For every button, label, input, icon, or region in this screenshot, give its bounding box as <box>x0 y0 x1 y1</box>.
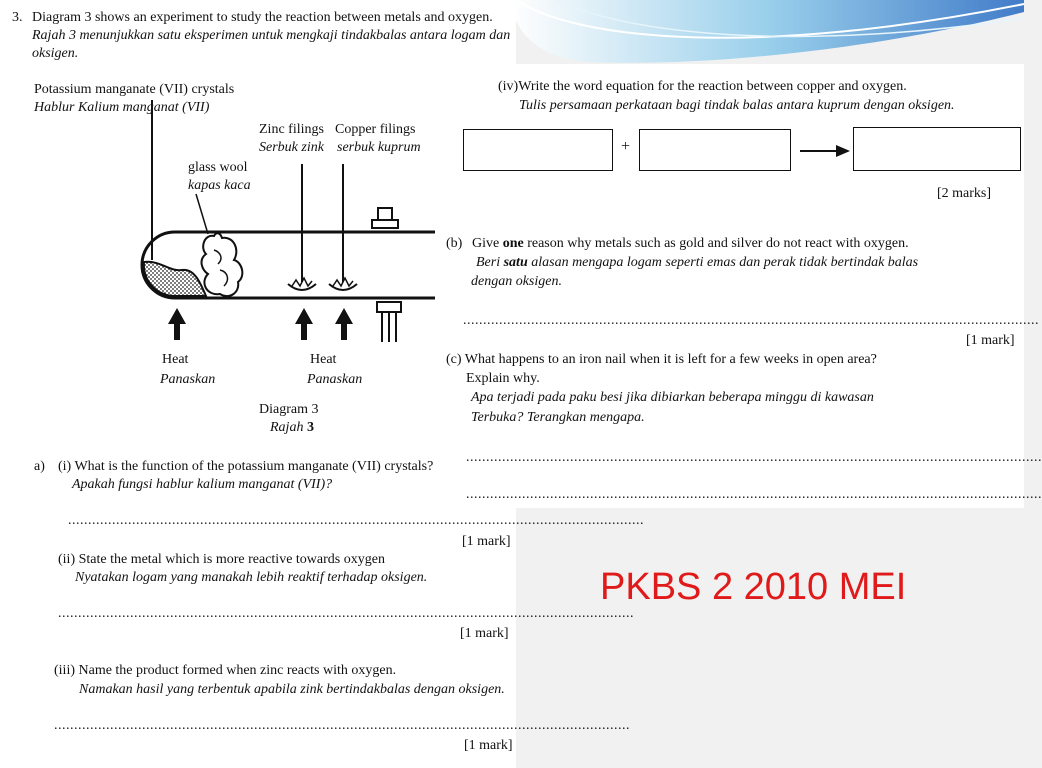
question-intro-ms-2: oksigen. <box>32 46 79 61</box>
diagram-caption-en: Diagram 3 <box>259 402 319 417</box>
heat-arrow-icon <box>335 308 353 340</box>
question-intro-ms: Rajah 3 menunjukkan satu eksperimen untuk mengkaji tindakbalas antara logam dan <box>32 28 511 43</box>
equation-box-reactant-2[interactable] <box>639 129 791 171</box>
heat-arrow-icon <box>168 308 186 340</box>
part-iv-question-en: (iv)Write the word equation for the reaction between copper and oxygen. <box>498 79 907 94</box>
answer-line-a3[interactable]: ................................................................................................................................................ <box>54 718 630 733</box>
part-c-question-en-2: Explain why. <box>466 371 540 386</box>
part-c-question-ms-2: Terbuka? Terangkan mengapa. <box>471 410 645 425</box>
decorative-swoosh <box>516 0 1024 70</box>
part-a-q1-marks: [1 mark] <box>462 534 511 549</box>
label-heat-1-ms: Panaskan <box>160 372 216 387</box>
arrow-right-icon <box>800 143 850 159</box>
question-intro-en: Diagram 3 shows an experiment to study the reaction between metals and oxygen. <box>32 10 493 25</box>
slide-title: PKBS 2 2010 MEI <box>600 566 907 608</box>
part-a-label: a) <box>34 459 45 474</box>
apparatus-diagram <box>130 110 450 350</box>
part-a-q3-en: (iii) Name the product formed when zinc reacts with oxygen. <box>54 663 397 678</box>
label-kmno4-en: Potassium manganate (VII) crystals <box>34 82 235 97</box>
equation-box-product[interactable] <box>853 127 1021 171</box>
label-heat-1-en: Heat <box>162 352 189 367</box>
plus-sign: + <box>621 138 631 155</box>
label-zinc-ms: Serbuk zink <box>259 140 324 155</box>
label-copper-en: Copper filings <box>335 122 416 137</box>
part-b-question-ms-2: dengan oksigen. <box>471 274 562 289</box>
label-zinc-en: Zinc filings <box>259 122 324 137</box>
part-c-question-en: (c) What happens to an iron nail when it is left for a few weeks in open area? <box>446 352 877 367</box>
label-glass-wool-en: glass wool <box>188 160 248 175</box>
part-iv-marks: [2 marks] <box>937 186 992 201</box>
label-copper-ms: serbuk kuprum <box>337 140 421 155</box>
part-b-question-en: Give one reason why metals such as gold and silver do not react with oxygen. <box>472 236 909 251</box>
part-b-question-ms: Beri satu alasan mengapa logam seperti emas dan perak tidak bertindak balas <box>476 255 919 270</box>
part-iv-question-ms: Tulis persamaan perkataan bagi tindak balas antara kuprum dengan oksigen. <box>519 98 955 113</box>
part-a-q2-marks: [1 mark] <box>460 626 509 641</box>
part-b-label: (b) <box>446 236 463 251</box>
label-heat-2-ms: Panaskan <box>307 372 363 387</box>
answer-line-a2[interactable]: ................................................................................................................................................ <box>58 606 634 621</box>
answer-line-a1[interactable]: ................................................................................................................................................ <box>68 513 644 528</box>
part-a-q2-en: (ii) State the metal which is more reactive towards oxygen <box>58 552 385 567</box>
part-a-q3-ms: Namakan hasil yang terbentuk apabila zink bertindakbalas dengan oksigen. <box>79 682 505 697</box>
heat-arrow-icon <box>295 308 313 340</box>
answer-line-c2[interactable]: ................................................................................................................................................ <box>466 487 1042 502</box>
part-c-question-ms: Apa terjadi pada paku besi jika dibiarkan beberapa minggu di kawasan <box>471 390 874 405</box>
diagram-caption-ms: Rajah 3 <box>270 420 314 435</box>
part-a-q1-en: (i) What is the function of the potassium manganate (VII) crystals? <box>58 459 434 474</box>
part-a-q1-ms: Apakah fungsi hablur kalium manganat (VII)? <box>72 477 333 492</box>
question-number: 3. <box>12 10 23 25</box>
label-kmno4-ms: Hablur Kalium manganat (VII) <box>34 100 210 115</box>
label-glass-wool-ms: kapas kaca <box>188 178 251 193</box>
part-a-q2-ms: Nyatakan logam yang manakah lebih reaktif terhadap oksigen. <box>75 570 428 585</box>
part-b-marks: [1 mark] <box>966 333 1015 348</box>
answer-line-c1[interactable]: ................................................................................................................................................ <box>466 450 1042 465</box>
label-heat-2-en: Heat <box>310 352 337 367</box>
answer-line-b[interactable]: ................................................................................................................................................ <box>463 313 1039 328</box>
part-a-q3-marks: [1 mark] <box>464 738 513 753</box>
equation-box-reactant-1[interactable] <box>463 129 613 171</box>
glass-wool <box>202 233 243 296</box>
